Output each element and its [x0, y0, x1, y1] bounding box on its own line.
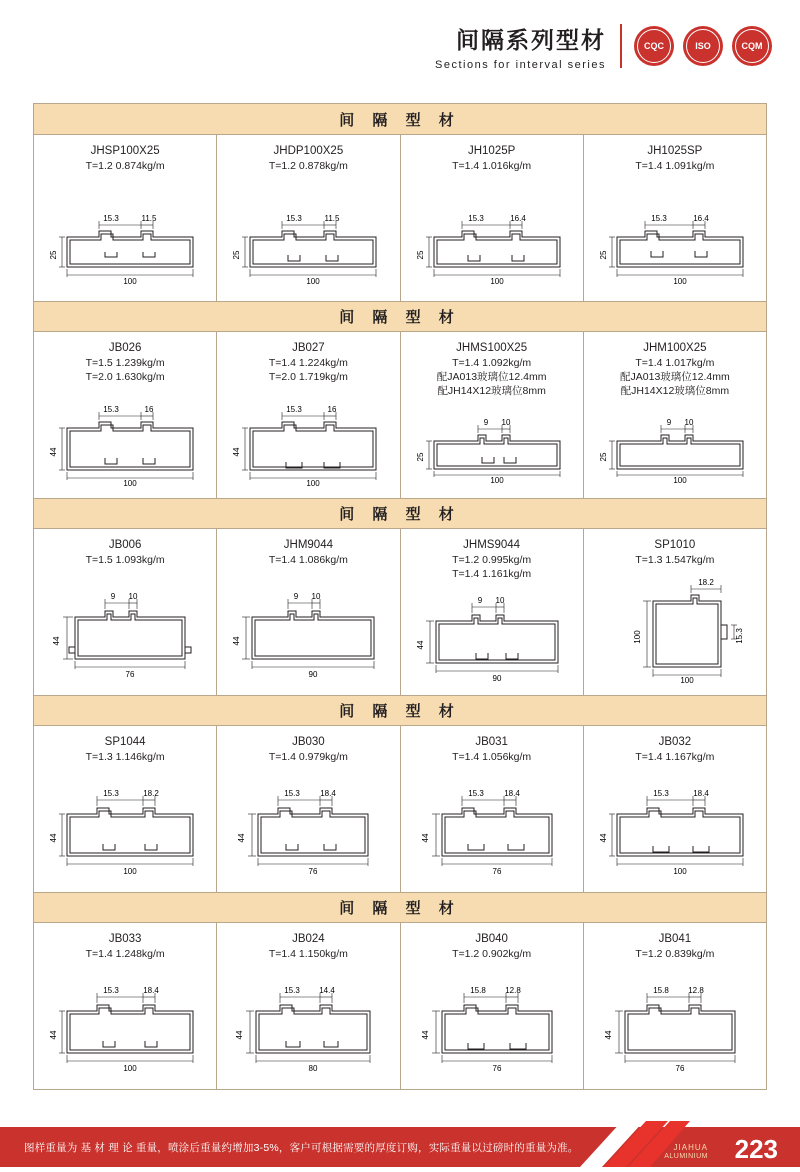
profile-code: JHMS100X25: [456, 342, 528, 354]
profile-spec: T=1.3 1.547kg/m: [635, 554, 715, 566]
page-number: 223: [734, 1134, 778, 1164]
brand-name-cn: JIAHUA: [673, 1143, 708, 1152]
dim-width: 100: [673, 867, 687, 876]
dim-height: 25: [598, 250, 608, 260]
dim-top-left: 15.3: [467, 214, 484, 223]
dim-top-right: 10: [495, 596, 505, 605]
profile-drawing: [584, 177, 766, 301]
dim-height: 44: [420, 833, 430, 843]
dim-top-left: 9: [294, 592, 299, 601]
profile-spec: 配JA013玻璃位12.4mm: [620, 371, 730, 383]
dim-top-left: 15.3: [653, 789, 669, 798]
dim-top-right: 10: [501, 418, 511, 427]
profile-code: JHSP100X25: [90, 145, 160, 157]
dim-top-right: 18.4: [143, 986, 159, 995]
dim-height: 44: [49, 447, 59, 457]
profile-spec: T=1.4 1.086kg/m: [268, 554, 348, 566]
dim-width: 100: [123, 867, 137, 876]
profile-code: JHDP100X25: [273, 145, 344, 157]
dim-top-left: 15.8: [469, 986, 486, 995]
dim-width: 100: [306, 479, 321, 488]
profile-row-5: [34, 923, 766, 1089]
dim-width: 76: [125, 670, 135, 679]
cqm-mark-icon: CQM: [732, 26, 772, 66]
profile-code: JB024: [292, 933, 325, 945]
profile-drawing: [584, 571, 766, 695]
profile-spec: T=1.5 1.239kg/m: [85, 357, 165, 369]
profile-cell[interactable]: [401, 529, 584, 695]
profile-code: JB027: [292, 342, 325, 354]
profile-code: JH1025P: [467, 145, 516, 157]
dim-top-left: 9: [110, 592, 116, 601]
profile-spec: 配JH14X12玻璃位8mm: [437, 385, 546, 397]
dim-top-left: 15.3: [103, 214, 119, 223]
dim-top-right: 10: [684, 418, 694, 427]
page-footer: [0, 1115, 800, 1167]
profile-row-2: [34, 332, 766, 498]
dim-top-right: 12.8: [504, 986, 521, 995]
dim-top-left: 9: [483, 418, 488, 427]
profile-drawing: [401, 177, 583, 301]
dim-height: 44: [237, 833, 247, 843]
profile-code: SP1044: [104, 736, 146, 748]
profile-code: JB031: [475, 736, 508, 748]
dim-height: 44: [52, 636, 62, 646]
dim-height: 44: [420, 1030, 430, 1040]
profile-drawing: [217, 571, 399, 695]
dim-height: 44: [232, 636, 242, 646]
profile-spec: T=1.4 1.092kg/m: [452, 357, 532, 369]
profile-cell[interactable]: [401, 332, 584, 498]
profile-cell[interactable]: [401, 135, 584, 301]
dim-top-left: 15.8: [653, 986, 669, 995]
page-header: [0, 0, 800, 92]
dim-top-right: 18.2: [143, 789, 159, 798]
dim-top-right: 10: [128, 592, 138, 601]
dim-height: 25: [415, 452, 425, 462]
profile-code: JB041: [658, 933, 692, 945]
profile-drawing: [584, 402, 766, 498]
profile-cell[interactable]: [34, 923, 217, 1089]
dim-width: 76: [492, 1064, 502, 1073]
brand-name-en: ALUMINIUM: [664, 1153, 708, 1160]
profile-row-1: [34, 135, 766, 301]
dim-width: 90: [492, 674, 502, 683]
profile-spec: T=1.4 1.091kg/m: [635, 160, 715, 172]
section-band-3: 间 隔 型 材: [34, 498, 766, 529]
dim-top-right: 12.8: [688, 986, 704, 995]
profile-drawing: [584, 965, 766, 1089]
dim-top-right: 16.4: [509, 214, 526, 223]
dim-height: 44: [49, 833, 59, 843]
profile-cell[interactable]: [34, 726, 217, 892]
dim-height: 44: [49, 1030, 59, 1040]
profile-drawing: [217, 965, 399, 1089]
profile-drawing: [34, 768, 216, 892]
dim-height: 25: [415, 250, 425, 260]
brand-logo: [664, 1143, 708, 1161]
dim-height: 44: [232, 447, 242, 457]
profile-row-4: [34, 726, 766, 892]
dim-top-right: 15.3: [734, 628, 744, 644]
dim-top-left: 15.3: [467, 789, 484, 798]
profile-code: JHM9044: [283, 539, 333, 551]
dim-height: 25: [598, 452, 608, 462]
dim-top-right: 18.4: [320, 789, 337, 798]
profile-spec: T=1.4 1.248kg/m: [85, 948, 165, 960]
profile-cell[interactable]: [34, 332, 217, 498]
dim-top-right: 16.4: [693, 214, 709, 223]
dim-width: 76: [492, 867, 502, 876]
profile-cell[interactable]: [217, 332, 400, 498]
dim-top-left: 9: [477, 596, 482, 605]
profile-drawing: [217, 768, 399, 892]
dim-height: 100: [632, 630, 642, 644]
profile-cell[interactable]: [34, 135, 217, 301]
profile-cell[interactable]: [584, 923, 766, 1089]
profile-spec: T=1.2 0.878kg/m: [268, 160, 348, 172]
profile-code: JB026: [108, 342, 142, 354]
profile-cell[interactable]: [217, 726, 400, 892]
profile-spec: 配JA013玻璃位12.4mm: [436, 371, 547, 383]
profile-drawing: [401, 585, 583, 695]
profile-drawing: [217, 388, 399, 498]
dim-width: 100: [489, 277, 504, 286]
header-divider: [620, 24, 622, 68]
profile-cell[interactable]: [401, 726, 584, 892]
dim-width: 100: [680, 676, 694, 685]
profile-spec: T=1.4 0.979kg/m: [268, 751, 348, 763]
profile-drawing: [34, 388, 216, 498]
profile-code: JB006: [108, 539, 142, 551]
dim-top-left: 15.3: [651, 214, 667, 223]
dim-top-right: 18.4: [503, 789, 520, 798]
profile-table: [33, 103, 767, 1090]
dim-top-left: 18.2: [698, 578, 714, 587]
section-band-4: 间 隔 型 材: [34, 695, 766, 726]
dim-width: 100: [123, 1064, 137, 1073]
page-title: 间隔系列型材: [456, 26, 606, 53]
profile-drawing: [584, 768, 766, 892]
dim-width: 100: [673, 277, 687, 286]
profile-spec: T=1.5 1.093kg/m: [85, 554, 165, 566]
profile-cell[interactable]: [217, 529, 400, 695]
profile-cell[interactable]: [217, 923, 400, 1089]
dim-top-left: 15.3: [103, 986, 119, 995]
dim-width: 90: [308, 670, 318, 679]
dim-top-left: 15.3: [103, 405, 119, 414]
profile-cell[interactable]: [217, 135, 400, 301]
dim-top-right: 16: [327, 405, 337, 414]
profile-drawing: [401, 965, 583, 1089]
dim-width: 100: [673, 476, 687, 485]
page-subtitle: Sections for interval series: [435, 58, 606, 71]
profile-spec: 配JH14X12玻璃位8mm: [620, 385, 730, 397]
profile-spec: T=1.4 1.017kg/m: [635, 357, 715, 369]
dim-top-right: 11.5: [141, 214, 157, 223]
profile-spec: T=1.2 0.874kg/m: [85, 160, 165, 172]
profile-spec: T=1.4 1.161kg/m: [452, 568, 532, 580]
dim-top-right: 14.4: [319, 986, 336, 995]
dim-height: 25: [232, 250, 242, 260]
profile-spec: T=2.0 1.630kg/m: [85, 371, 165, 383]
profile-spec: T=1.4 1.016kg/m: [452, 160, 532, 172]
profile-spec: T=2.0 1.719kg/m: [268, 371, 348, 383]
profile-spec: T=1.4 1.056kg/m: [452, 751, 532, 763]
cqc-mark-icon: CQC: [634, 26, 674, 66]
profile-code: JB040: [475, 933, 508, 945]
profile-spec: T=1.3 1.146kg/m: [85, 751, 165, 763]
iso-mark-icon: ISO: [683, 26, 723, 66]
dim-top-right: 10: [311, 592, 321, 601]
dim-top-right: 18.4: [693, 789, 709, 798]
profile-spec: T=1.2 0.902kg/m: [452, 948, 532, 960]
header-titles: [435, 22, 620, 71]
profile-spec: T=1.4 1.224kg/m: [268, 357, 348, 369]
profile-cell[interactable]: [401, 923, 584, 1089]
dim-height: 44: [235, 1030, 245, 1040]
profile-drawing: [34, 571, 216, 695]
profile-cell[interactable]: [584, 529, 766, 695]
dim-height: 44: [603, 1030, 613, 1040]
dim-top-left: 15.3: [286, 405, 303, 414]
dim-width: 80: [308, 1064, 318, 1073]
dim-width: 100: [123, 479, 137, 488]
profile-spec: T=1.4 1.167kg/m: [635, 751, 715, 763]
dim-width: 76: [308, 867, 318, 876]
dim-width: 100: [123, 277, 137, 286]
dim-top-right: 11.5: [324, 214, 340, 223]
dim-top-right: 16: [144, 405, 154, 414]
profile-cell[interactable]: [584, 135, 766, 301]
dim-width: 76: [675, 1064, 685, 1073]
profile-spec: T=1.2 0.995kg/m: [452, 554, 532, 566]
footer-note: 图样重量为 基 材 理 论 重量，喷涂后重量约增加3-5%，客户可根据需要的厚度订购，实际重量以过磅时的重量为准。: [24, 1141, 579, 1154]
profile-code: SP1010: [654, 539, 696, 551]
profile-drawing: [34, 177, 216, 301]
profile-drawing: [401, 402, 583, 498]
dim-top-left: 9: [666, 418, 672, 427]
dim-height: 44: [598, 833, 608, 843]
profile-code: JH1025SP: [647, 145, 703, 157]
profile-drawing: [217, 177, 399, 301]
certification-logos: [634, 26, 772, 66]
profile-spec: T=1.2 0.839kg/m: [635, 948, 715, 960]
dim-width: 100: [306, 277, 321, 286]
profile-code: JHMS9044: [463, 539, 521, 551]
dim-height: 25: [49, 250, 59, 260]
profile-row-3: [34, 529, 766, 695]
profile-code: JB032: [658, 736, 692, 748]
dim-top-left: 15.3: [284, 789, 301, 798]
profile-cell[interactable]: [584, 332, 766, 498]
profile-drawing: [34, 965, 216, 1089]
profile-code: JHM100X25: [643, 342, 707, 354]
section-band-1: 间 隔 型 材: [34, 104, 766, 135]
section-band-2: 间 隔 型 材: [34, 301, 766, 332]
profile-cell[interactable]: [34, 529, 217, 695]
profile-spec: T=1.4 1.150kg/m: [268, 948, 348, 960]
profile-code: JB030: [292, 736, 325, 748]
dim-width: 100: [489, 476, 504, 485]
dim-height: 44: [415, 640, 425, 650]
dim-top-left: 15.3: [286, 214, 303, 223]
section-band-5: 间 隔 型 材: [34, 892, 766, 923]
dim-top-left: 15.3: [103, 789, 119, 798]
profile-code: JB033: [108, 933, 142, 945]
dim-top-left: 15.3: [284, 986, 301, 995]
profile-drawing: [401, 768, 583, 892]
profile-cell[interactable]: [584, 726, 766, 892]
